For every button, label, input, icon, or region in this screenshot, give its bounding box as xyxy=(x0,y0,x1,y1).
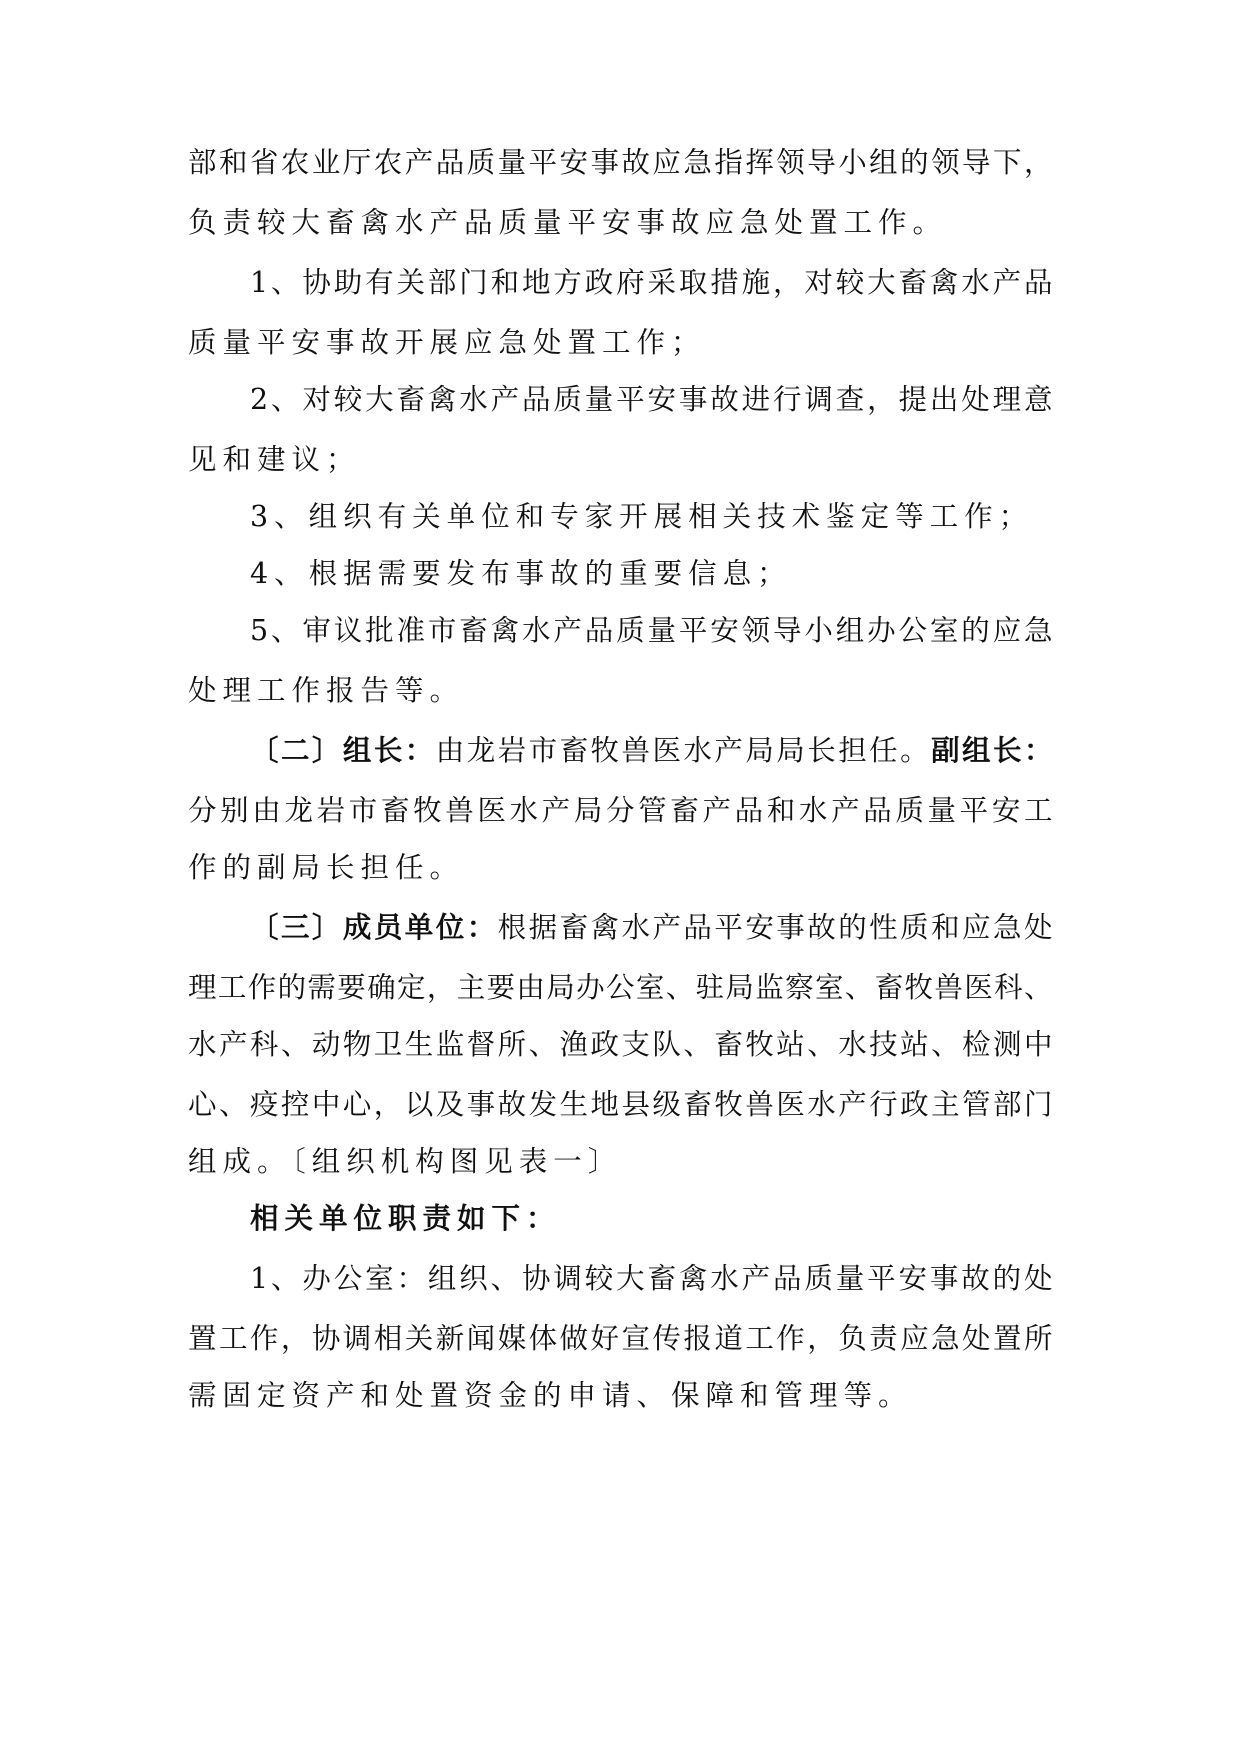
paragraph-line: 理工作的需要确定，主要由局办公室、驻局监察室、畜牧兽医科、 xyxy=(188,971,1053,1004)
paragraph-line: 水产科、动物卫生监督所、渔政支队、畜牧站、水技站、检测中 xyxy=(188,1028,1053,1061)
paragraph-line: 作的副局长担任。 xyxy=(188,851,465,884)
paragraph-line: 心、疫控中心，以及事故发生地县级畜牧兽医水产行政主管部门 xyxy=(188,1088,1053,1121)
paragraph-line: 分别由龙岩市畜牧兽医水产局分管畜产品和水产品质量平安工 xyxy=(188,794,1053,827)
leader-label: 〔二〕组长： xyxy=(250,734,436,767)
paragraph-line: 部和省农业厅农产品质量平安事故应急指挥领导小组的领导下， xyxy=(188,146,1053,179)
duty-item-5: 5、审议批准市畜禽水产品质量平安领导小组办公室的应急 xyxy=(250,614,1053,647)
section-leader-line xyxy=(250,726,1053,776)
paragraph-line: 负责较大畜禽水产品质量平安事故应急处置工作。 xyxy=(188,206,948,239)
leader-text: 由龙岩市畜牧兽医水产局局长担任。 xyxy=(435,734,932,767)
paragraph-line: 需固定资产和处置资金的申请、保障和管理等。 xyxy=(188,1379,913,1412)
duty-item-5-cont: 处理工作报告等。 xyxy=(188,674,465,707)
responsibility-item-1: 1、办公室：组织、协调较大畜禽水产品质量平安事故的处 xyxy=(250,1262,1053,1295)
deputy-leader-label: 副组长： xyxy=(931,734,1053,767)
duty-item-1-cont: 质量平安事故开展应急处置工作； xyxy=(188,326,706,359)
paragraph-line: 组成。〔组织机构图见表一〕 xyxy=(188,1145,623,1178)
section-heading: 相关单位职责如下： xyxy=(250,1202,561,1235)
duty-item-1: 1、协助有关部门和地方政府采取措施，对较大畜禽水产品 xyxy=(250,266,1053,299)
duty-item-2-cont: 见和建议； xyxy=(188,443,361,476)
duty-item-4: 4、根据需要发布事故的重要信息； xyxy=(250,557,792,590)
section-members-line xyxy=(250,903,1053,953)
members-label: 〔三〕成员单位： xyxy=(250,911,498,944)
duty-item-3: 3、组织有关单位和专家开展相关技术鉴定等工作； xyxy=(250,500,1034,533)
duty-item-2: 2、对较大畜禽水产品质量平安事故进行调查，提出处理意 xyxy=(250,383,1053,416)
members-text: 根据畜禽水产品平安事故的性质和应急处 xyxy=(497,911,1053,944)
paragraph-line: 置工作，协调相关新闻媒体做好宣传报道工作，负责应急处置所 xyxy=(188,1322,1053,1355)
